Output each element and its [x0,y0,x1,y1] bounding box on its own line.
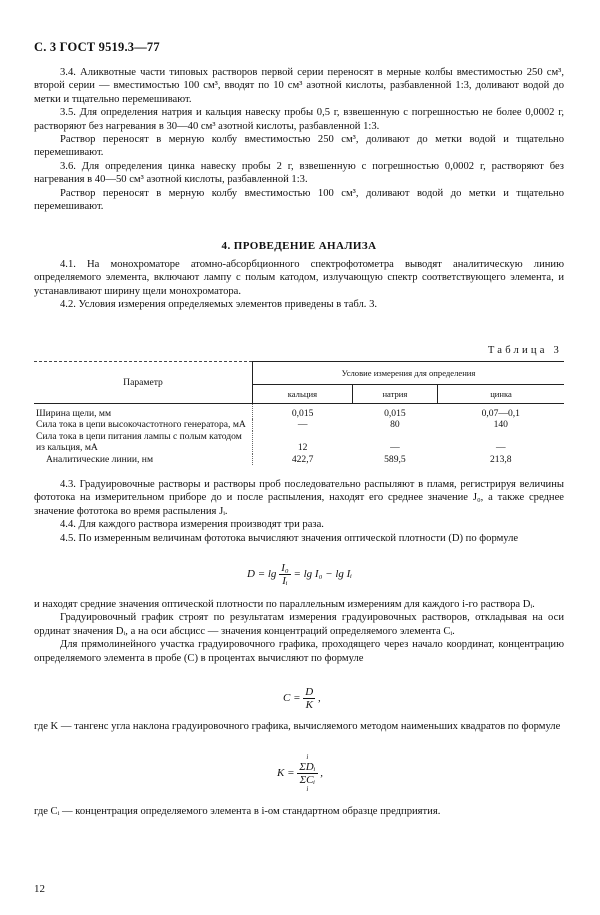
formula3-den: ΣCᵢ [299,774,316,786]
row-value: 80 [390,419,400,431]
formula1-num: I₀ [281,562,289,574]
formula2-den: K [305,699,313,711]
mid-paragraphs [34,258,564,312]
row-param: Ширина щели, мм [34,404,253,420]
formula2-fraction [303,686,315,711]
paragraph-3-5: 3.5. Для определения натрия и кальция навеску пробы 0,5 г, взвешенную с погрешностью не более 0,0002 г, растворяют без нагревания в 30—40 см³ азотной кислоты, разбавленной 1:3. [34,107,564,132]
row-value: — [297,419,308,431]
formula1-rhs: = lg I₀ − lg Iᵢ [293,568,353,581]
formula3-index-top: i [306,753,309,761]
row-value: 589,5 [384,453,406,465]
paragraph-4-3: 4.3. Градуировочные растворы и растворы проб последовательно распыляют в пламя, регистрируя величины фототока на измерительном приборе до и после распыления, находят его среднее значение J₀, а также среднее значение фототока во время распыления Jᵢ. [34,479,564,517]
paragraph-where-c: где Cᵢ — концентрация определяемого элемента в i-ом стандартном образце предприятия. [34,806,441,817]
paragraph-linear: Для прямолинейного участка градуировочного графика, проходящего через начало координат, концентрацию определяемого элемента в пробе (С) в процентах вычисляют по формуле [34,639,564,664]
table-row [34,454,564,465]
top-paragraphs [34,66,564,213]
graph-paragraphs [34,598,564,665]
paragraph-3-4: 3.4. Аликвотные части типовых растворов первой серии переносят в мерные колбы вместимостью 250 см³, второй серии — вместимостью 100 см³, вводят по 10 см³ азотной кислоты, разбавленной 1:3, доливают водой до метки и тщательно перемешивают. [34,67,564,105]
col-calcium: кальция [253,385,353,404]
paragraph-3-5-cont: Раствор переносят в мерную колбу вместимостью 250 см³, доливают до метки водой и тщательно перемешивают. [34,134,564,159]
table-row [34,419,564,430]
row-value: — [495,442,506,454]
col-zinc: цинка [438,385,564,404]
conditions-table [34,361,564,465]
formula3-lhs: K = [277,767,295,780]
row-param: Аналитические линии, нм [34,454,253,465]
formula-slope [277,754,323,793]
formula3-index-bottom: i [306,785,309,793]
formula-concentration [283,686,321,711]
row-value: 213,8 [489,453,512,465]
formula-optical-density [247,562,352,587]
row-value: — [390,442,400,454]
table-row [34,404,564,420]
row-value: 0,015 [291,408,314,419]
paragraph-4-1: 4.1. На монохроматоре атомно-абсорбционного спектрофотометра выводят аналитическую линию определяемого элемента, включают лампу с полым катодом, излучающую спектр соответствующего элемента, и устанавливают ширину щели монохроматора. [34,259,564,297]
where-c-paragraph [34,805,564,818]
analysis-paragraphs [34,478,564,545]
row-value: 140 [493,419,508,431]
formula1-fraction [279,562,291,587]
param-header: Параметр [34,362,253,404]
page-number: 12 [34,883,45,895]
paragraph-where-k: где K — тангенс угла наклона градуировочного графика, вычисляемого методом наименьших квадратов по формуле [34,721,561,732]
formula3-num: ΣDᵢ [299,761,316,773]
paragraph-4-2: 4.2. Условия измерения определяемых элементов приведены в табл. 3. [60,299,378,311]
section-title: 4. ПРОВЕДЕНИЕ АНАЛИЗА [221,240,377,252]
table-caption: Таблица 3 [487,345,562,356]
table-row [34,431,564,454]
row-param: Сила тока в цепи питания лампы с полым катодом из кальция, мА [34,431,253,454]
formula1-lhs: D = lg [247,568,277,581]
formula3-fraction [297,754,317,793]
paragraph-4-5: 4.5. По измеренным величинам фототока вычисляют значения оптической плотности (D) по формуле [60,532,519,544]
formula2-tail: , [317,692,321,705]
paragraph-3-6: 3.6. Для определения цинка навеску пробы 2 г, взвешенную с погрешностью 0,0002 г, растворяют без нагревания в 40—50 см³ азотной кислоты, разбавленной 1:3. [34,160,564,186]
col-sodium: натрия [352,385,437,404]
condition-header: Условие измерения для определения [253,362,565,385]
paragraph-graph: Градуировочный график строят по результатам измерения градуировочных растворов, откладывая на оси ординат значения Dᵢ, а на оси абсцисс — значения концентраций определяемого элемента Cᵢ. [34,612,564,637]
page-header: С. 3 ГОСТ 9519.3—77 [34,40,160,54]
where-k-paragraph [34,720,564,733]
row-value: 0,07—0,1 [481,408,520,419]
row-value: 0,015 [384,408,406,419]
paragraph-3-6-cont: Раствор переносят в мерную колбу вместимостью 100 см³, доливают водой до метки и тщательно перемешивают. [34,187,564,213]
formula3-tail: , [320,767,323,780]
formula2-lhs: C = [283,692,301,705]
row-value: 12 [297,442,308,454]
row-param: Сила тока в цепи высокочастотного генератора, мА [34,419,253,430]
formula2-num: D [305,686,314,698]
row-value: 422,7 [291,453,314,465]
paragraph-after-formula1: и находят средние значения оптической плотности по параллельным измерениям для каждого i-го раствора Dᵢ. [34,599,535,610]
paragraph-4-4: 4.4. Для каждого раствора измерения производят три раза. [60,519,324,531]
formula1-den: Iᵢ [282,575,288,587]
